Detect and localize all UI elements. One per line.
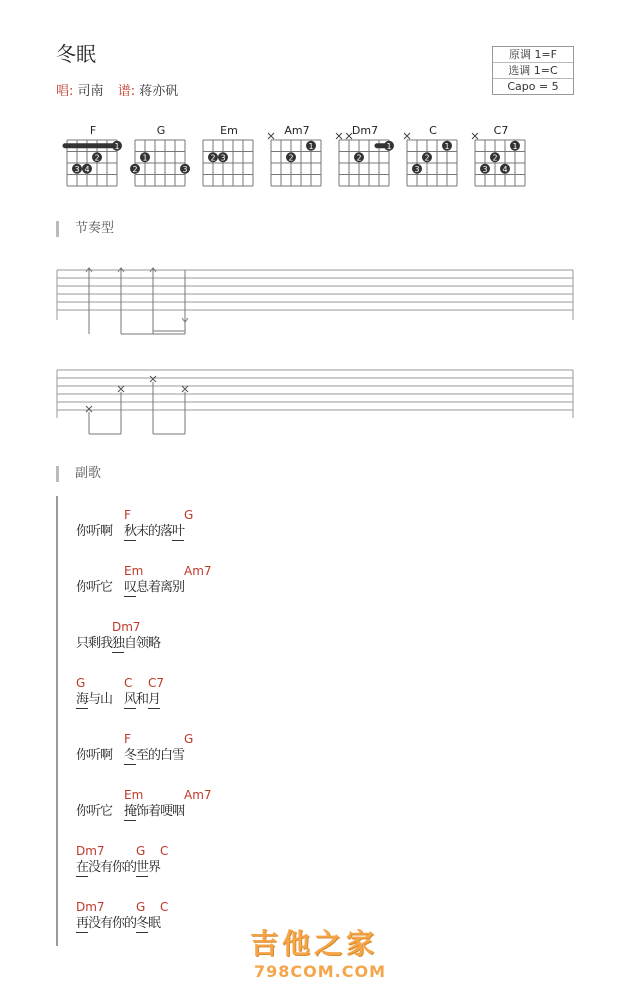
lyric-char: 叶	[172, 524, 186, 539]
lyric-char: 我	[100, 636, 114, 651]
lyric-char: 有	[100, 916, 114, 931]
lyric-chord: C	[124, 676, 133, 690]
lyric-text	[76, 916, 160, 933]
chord-label-c7: C7	[493, 124, 509, 137]
lyric-char: 你	[76, 748, 90, 763]
lyric-char: 没	[88, 860, 102, 875]
chord-fingering	[472, 133, 520, 174]
lyric-char: 略	[148, 636, 162, 651]
lyric-char: 听	[88, 804, 102, 819]
lyric-char: 再	[76, 916, 90, 931]
lyric-chord: C	[160, 900, 169, 914]
song-credits	[56, 80, 188, 99]
lyric-char: 息	[136, 580, 150, 595]
finger-number: 1	[142, 153, 148, 163]
lyric-char	[112, 580, 124, 596]
lyric-char: 领	[136, 636, 150, 651]
watermark-logo-text: 吉他之家	[250, 927, 379, 960]
lyric-char: 有	[100, 860, 114, 875]
lyric-chord: G	[184, 732, 194, 746]
lyric-char: 秋	[124, 524, 138, 539]
lyric-chord: C	[160, 844, 169, 858]
selected-key: 选调 1=C	[493, 63, 573, 79]
finger-number: 2	[492, 153, 498, 163]
rhythm-staff-2	[0, 362, 632, 442]
original-key: 原调 1=F	[493, 47, 573, 63]
mute-x-icon	[336, 133, 342, 139]
lyric-char: 饰	[136, 804, 150, 819]
lyric-chord: G	[184, 508, 194, 522]
lyric-char: 剩	[88, 636, 102, 651]
lyric-char: 听	[88, 524, 102, 539]
lyric-chord: G	[136, 844, 146, 858]
lyric-char: 啊	[100, 524, 114, 539]
lyric-text	[76, 580, 184, 597]
lyric-char: 至	[136, 748, 150, 763]
finger-number: 2	[94, 153, 100, 163]
lyric-char: 末	[136, 524, 150, 539]
lyric-char: 离	[160, 580, 174, 595]
lyric-char: 世	[136, 860, 150, 875]
lyric-chord: Dm7	[112, 620, 141, 634]
lyric-text	[76, 692, 160, 709]
chord-fingering	[208, 152, 228, 162]
chord-label-em: Em	[220, 124, 238, 137]
lyric-char: 的	[148, 748, 162, 763]
lyric-chord: Am7	[184, 788, 212, 802]
lyric-char	[112, 692, 124, 708]
lyric-char	[112, 804, 124, 820]
lyric-char: 的	[148, 524, 162, 539]
lyric-char: 别	[172, 580, 186, 595]
lyric-char: 与	[88, 692, 102, 707]
lyric-char: 叹	[124, 580, 138, 595]
chord-fingering	[336, 133, 394, 162]
lyric-chord: Am7	[184, 564, 212, 578]
lyric-char: 月	[148, 692, 162, 707]
finger-number: 1	[512, 141, 518, 151]
lyric-char: 冬	[136, 916, 150, 931]
rhythm-staff-1	[0, 262, 632, 342]
arranger-name: 蒋亦矾	[139, 84, 179, 99]
mute-x-icon	[472, 133, 478, 139]
lyric-char: 山	[100, 692, 114, 707]
capo-position: Capo = 5	[507, 80, 559, 93]
lyric-char: 你	[112, 916, 126, 931]
lyric-chord: Em	[124, 788, 144, 802]
finger-number: 4	[84, 164, 90, 174]
finger-number: 2	[132, 164, 138, 174]
finger-number: 2	[210, 153, 216, 163]
lyric-char: 自	[124, 636, 138, 651]
finger-number: 1	[308, 141, 314, 151]
lyric-char: 听	[88, 580, 102, 595]
chord-fingering	[268, 133, 316, 162]
chord-fingering	[65, 141, 122, 174]
finger-number: 2	[356, 153, 362, 163]
chord-label-f: F	[89, 124, 97, 137]
lyric-chord: C7	[148, 676, 165, 690]
lyric-chord: Dm7	[76, 900, 105, 914]
lyric-char: 咽	[172, 804, 186, 819]
finger-number: 3	[182, 164, 188, 174]
lyric-chord: F	[124, 732, 131, 746]
finger-number: 1	[386, 141, 392, 151]
rhythm-section-header: 节奏型	[56, 221, 114, 237]
chord-diagrams	[0, 118, 632, 194]
finger-number: 3	[220, 153, 226, 163]
lyric-char	[112, 748, 124, 764]
finger-number: 2	[288, 153, 294, 163]
lyric-chord: Em	[124, 564, 144, 578]
lyric-text	[76, 860, 160, 877]
singer-label: 唱:	[56, 84, 74, 99]
chorus-section-header: 副歌	[56, 466, 101, 482]
lyric-char: 啊	[100, 748, 114, 763]
lyric-char: 在	[76, 860, 90, 875]
watermark-url: 798COM.COM	[254, 962, 387, 981]
lyric-char: 它	[100, 580, 114, 595]
arranger-label: 谱:	[117, 84, 136, 99]
lyric-char: 落	[160, 524, 174, 539]
mute-x-icon	[404, 133, 410, 139]
lyric-char: 的	[124, 860, 138, 875]
singer-name: 司南	[77, 84, 104, 99]
lyric-text	[76, 804, 184, 821]
lyric-chord: F	[124, 508, 131, 522]
key-info-box	[492, 46, 574, 95]
lyric-char: 你	[76, 524, 90, 539]
lyric-char: 冬	[124, 748, 138, 763]
lyric-char: 你	[76, 580, 90, 595]
lyric-char: 着	[148, 804, 162, 819]
mute-x-icon	[268, 133, 274, 139]
lyric-char: 雪	[172, 748, 186, 763]
lyric-char: 的	[124, 916, 138, 931]
lyrics-sidebar-line	[56, 496, 58, 946]
lyric-text	[76, 748, 184, 765]
chord-fingering	[404, 133, 452, 174]
lyric-char: 和	[136, 692, 150, 707]
lyric-char: 着	[148, 580, 162, 595]
lyric-char: 只	[76, 636, 90, 651]
chord-label-dm7: Dm7	[351, 124, 379, 137]
chord-label-am7: Am7	[284, 124, 310, 137]
finger-number: 1	[444, 141, 450, 151]
lyric-char: 眠	[148, 916, 162, 931]
lyric-char: 你	[112, 860, 126, 875]
song-title: 冬眠	[56, 42, 96, 66]
lyric-char: 它	[100, 804, 114, 819]
lyric-char	[112, 524, 124, 540]
lyric-chord: G	[76, 676, 86, 690]
lyric-char: 白	[160, 748, 174, 763]
lyric-char: 你	[76, 804, 90, 819]
lyric-char: 海	[76, 692, 90, 707]
lyric-char: 独	[112, 636, 126, 651]
chord-label-g: G	[156, 124, 166, 137]
lyric-chord: Dm7	[76, 844, 105, 858]
lyric-char: 掩	[124, 804, 138, 819]
lyric-text	[76, 524, 184, 541]
chord-label-c: C	[429, 124, 437, 137]
finger-number: 3	[414, 164, 420, 174]
finger-number: 3	[74, 164, 80, 174]
lyric-chord: G	[136, 900, 146, 914]
finger-number: 1	[114, 141, 120, 151]
lyric-char: 哽	[160, 804, 174, 819]
finger-number: 4	[502, 164, 508, 174]
lyric-char: 没	[88, 916, 102, 931]
lyric-char: 界	[148, 860, 162, 875]
finger-number: 3	[482, 164, 488, 174]
lyric-char: 听	[88, 748, 102, 763]
lyric-char: 风	[124, 692, 138, 707]
finger-number: 2	[424, 153, 430, 163]
lyric-text	[76, 636, 160, 653]
